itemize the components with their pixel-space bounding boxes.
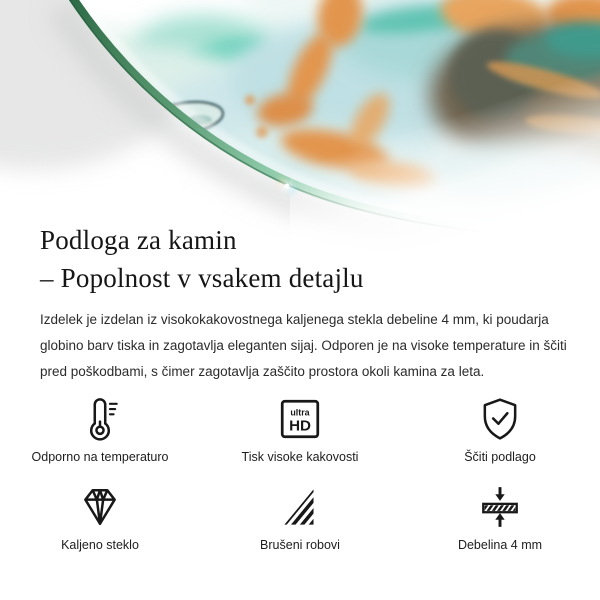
brushed-edges-icon [277,480,323,534]
fade-overlay [290,0,600,250]
glass-panel-illustration [0,0,600,250]
feature-label: Ščiti podlago [464,450,536,464]
product-photo [0,0,600,250]
feature-label: Brušeni robovi [260,538,340,552]
feature-label: Tisk visoke kakovosti [241,450,359,464]
page-title [40,221,364,297]
feature-thickness [400,480,600,552]
page-title-line1: Podloga za kamin [40,225,237,255]
feature-temperature [0,392,200,464]
feature-label: Kaljeno steklo [61,538,139,552]
feature-label: Debelina 4 mm [457,538,543,552]
thickness-icon [477,480,523,534]
shield-check-icon [477,392,523,446]
thermometer-icon [77,392,123,446]
feature-polished-edges [200,480,400,552]
feature-label: Odporno na temperaturo [31,450,169,464]
feature-tempered-glass [0,480,200,552]
hd-text: HD [289,417,311,435]
feature-protection [400,392,600,464]
diamond-icon [77,480,123,534]
ultra-hd-icon [277,392,323,446]
feature-print-quality [200,392,400,464]
page-title-line2: – Popolnost v vsakem detajlu [40,263,364,293]
product-description: Izdelek je izdelan iz visokokakovostnega kaljenega stekla debeline 4 mm, ki poudarja globino barv tiska in zagotavlja eleganten sijaj. Odporen je na visoke temperature in ščiti pred poškodbami, s čimer zagotavlja zaščito prostora okoli kamina za leta. [40,312,567,379]
ultra-text: ultra [290,407,310,418]
features-grid [0,392,600,552]
